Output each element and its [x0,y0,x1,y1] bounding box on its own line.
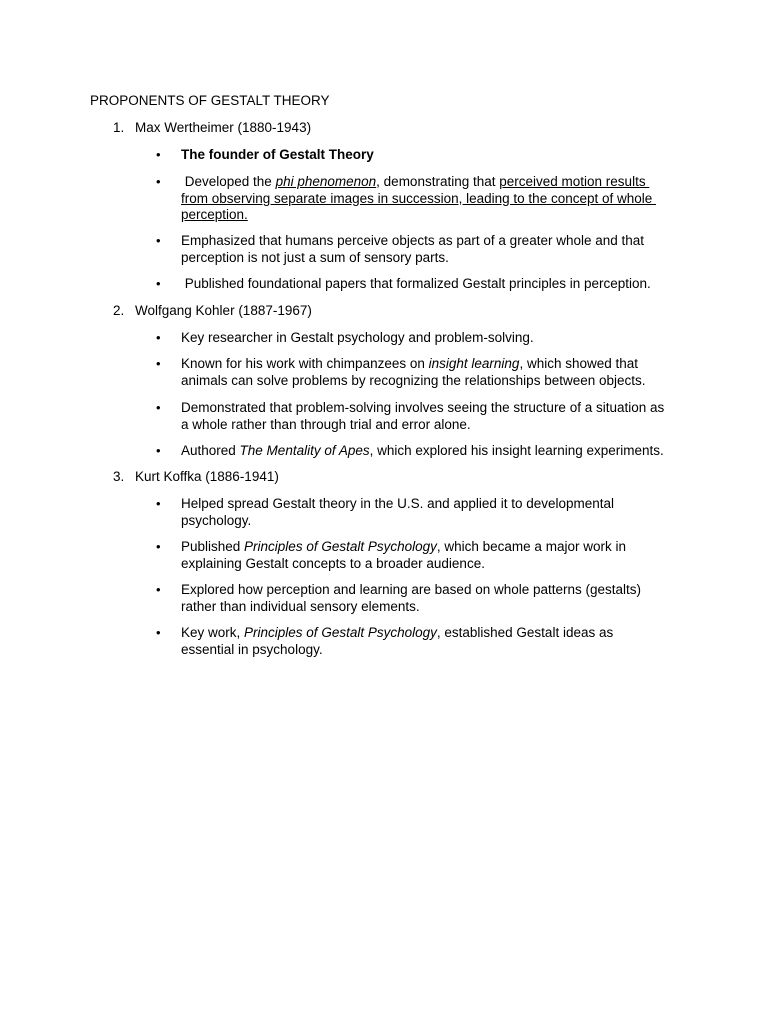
bullet-point [181,330,681,347]
bullet-point [181,539,681,572]
bullet-icon: • [156,276,161,291]
bullet-icon: • [156,400,161,415]
list-number: 1. [113,120,125,135]
bullet-point [181,233,681,266]
text-segment: , which explored his insight learning experiments. [369,443,664,458]
list-number: 3. [113,469,125,484]
proponent-name: Max Wertheimer (1880-1943) [135,120,312,135]
emphasized-term: insight learning [428,356,520,371]
book-title: Principles of Gestalt Psychology [244,625,437,640]
bullet-line: animals can solve problems by recognizing the relationships between objects. [181,372,646,388]
bullet-icon: • [156,582,161,597]
bullet-line: a whole rather than through trial and error alone. [181,416,471,432]
bullet-point [181,400,681,433]
bullet-line: Helped spread Gestalt theory in the U.S. and applied it to developmental [181,496,615,511]
underlined-text: from observing separate images in succession, leading to the concept of whole [181,190,657,206]
bullet-line: Explored how perception and learning are based on whole patterns (gestalts) [181,582,642,597]
bullet-line: psychology. [181,512,252,528]
list-number: 2. [113,303,125,318]
text-segment: Developed the [181,174,276,189]
bullet-point [181,582,681,615]
bullet-point [181,443,681,460]
proponent-name: Wolfgang Kohler (1887-1967) [135,303,312,318]
book-title: The Mentality of Apes [239,443,370,458]
bullet-line [181,174,681,191]
bullet-icon: • [156,443,161,458]
bullet-icon: • [156,496,161,511]
bullet-point [181,276,681,293]
text-segment: , demonstrating that [376,174,500,189]
book-title: Principles of Gestalt Psychology [244,539,437,554]
bullet-line: perception is not just a sum of sensory parts. [181,249,449,265]
bullet-point [181,625,681,658]
bullet-line [181,539,681,556]
underlined-text: perception. [181,207,248,222]
text-segment: , which became a major work in [436,539,626,554]
text-segment: , established Gestalt ideas as [436,625,614,640]
bullet-line: Published foundational papers that formalized Gestalt principles in perception. [181,276,651,291]
bullet-point [181,356,681,389]
bullet-point [181,174,681,224]
text-segment: Key work, [181,625,245,640]
bullet-line: essential in psychology. [181,641,323,657]
bullet-line: rather than individual sensory elements. [181,598,420,614]
proponent-name: Kurt Koffka (1886-1941) [135,469,279,484]
bullet-line: explaining Gestalt concepts to a broader audience. [181,555,485,571]
bullet-line: Demonstrated that problem-solving involves seeing the structure of a situation as [181,400,665,415]
bullet-line: Key researcher in Gestalt psychology and problem-solving. [181,330,534,345]
bullet-icon: • [156,174,161,189]
underlined-text: perceived motion results [499,174,650,189]
text-segment: Authored [181,443,240,458]
bullet-point [181,147,681,164]
bullet-icon: • [156,147,161,162]
text-segment: Published [181,539,245,554]
bullet-line [181,625,681,642]
bullet-icon: • [156,233,161,248]
bullet-icon: • [156,330,161,345]
bullet-icon: • [156,539,161,554]
bullet-icon: • [156,356,161,371]
bullet-point [181,496,681,529]
text-segment: Known for his work with chimpanzees on [181,356,429,371]
text-segment: , which showed that [519,356,639,371]
bullet-line: The founder of Gestalt Theory [181,147,374,162]
bullet-icon: • [156,625,161,640]
emphasized-term: phi phenomenon [275,174,377,189]
document-title: PROPONENTS OF GESTALT THEORY [90,93,330,108]
bullet-line: Emphasized that humans perceive objects as part of a greater whole and that [181,233,645,248]
bullet-line [181,356,681,373]
bullet-line [181,443,681,460]
